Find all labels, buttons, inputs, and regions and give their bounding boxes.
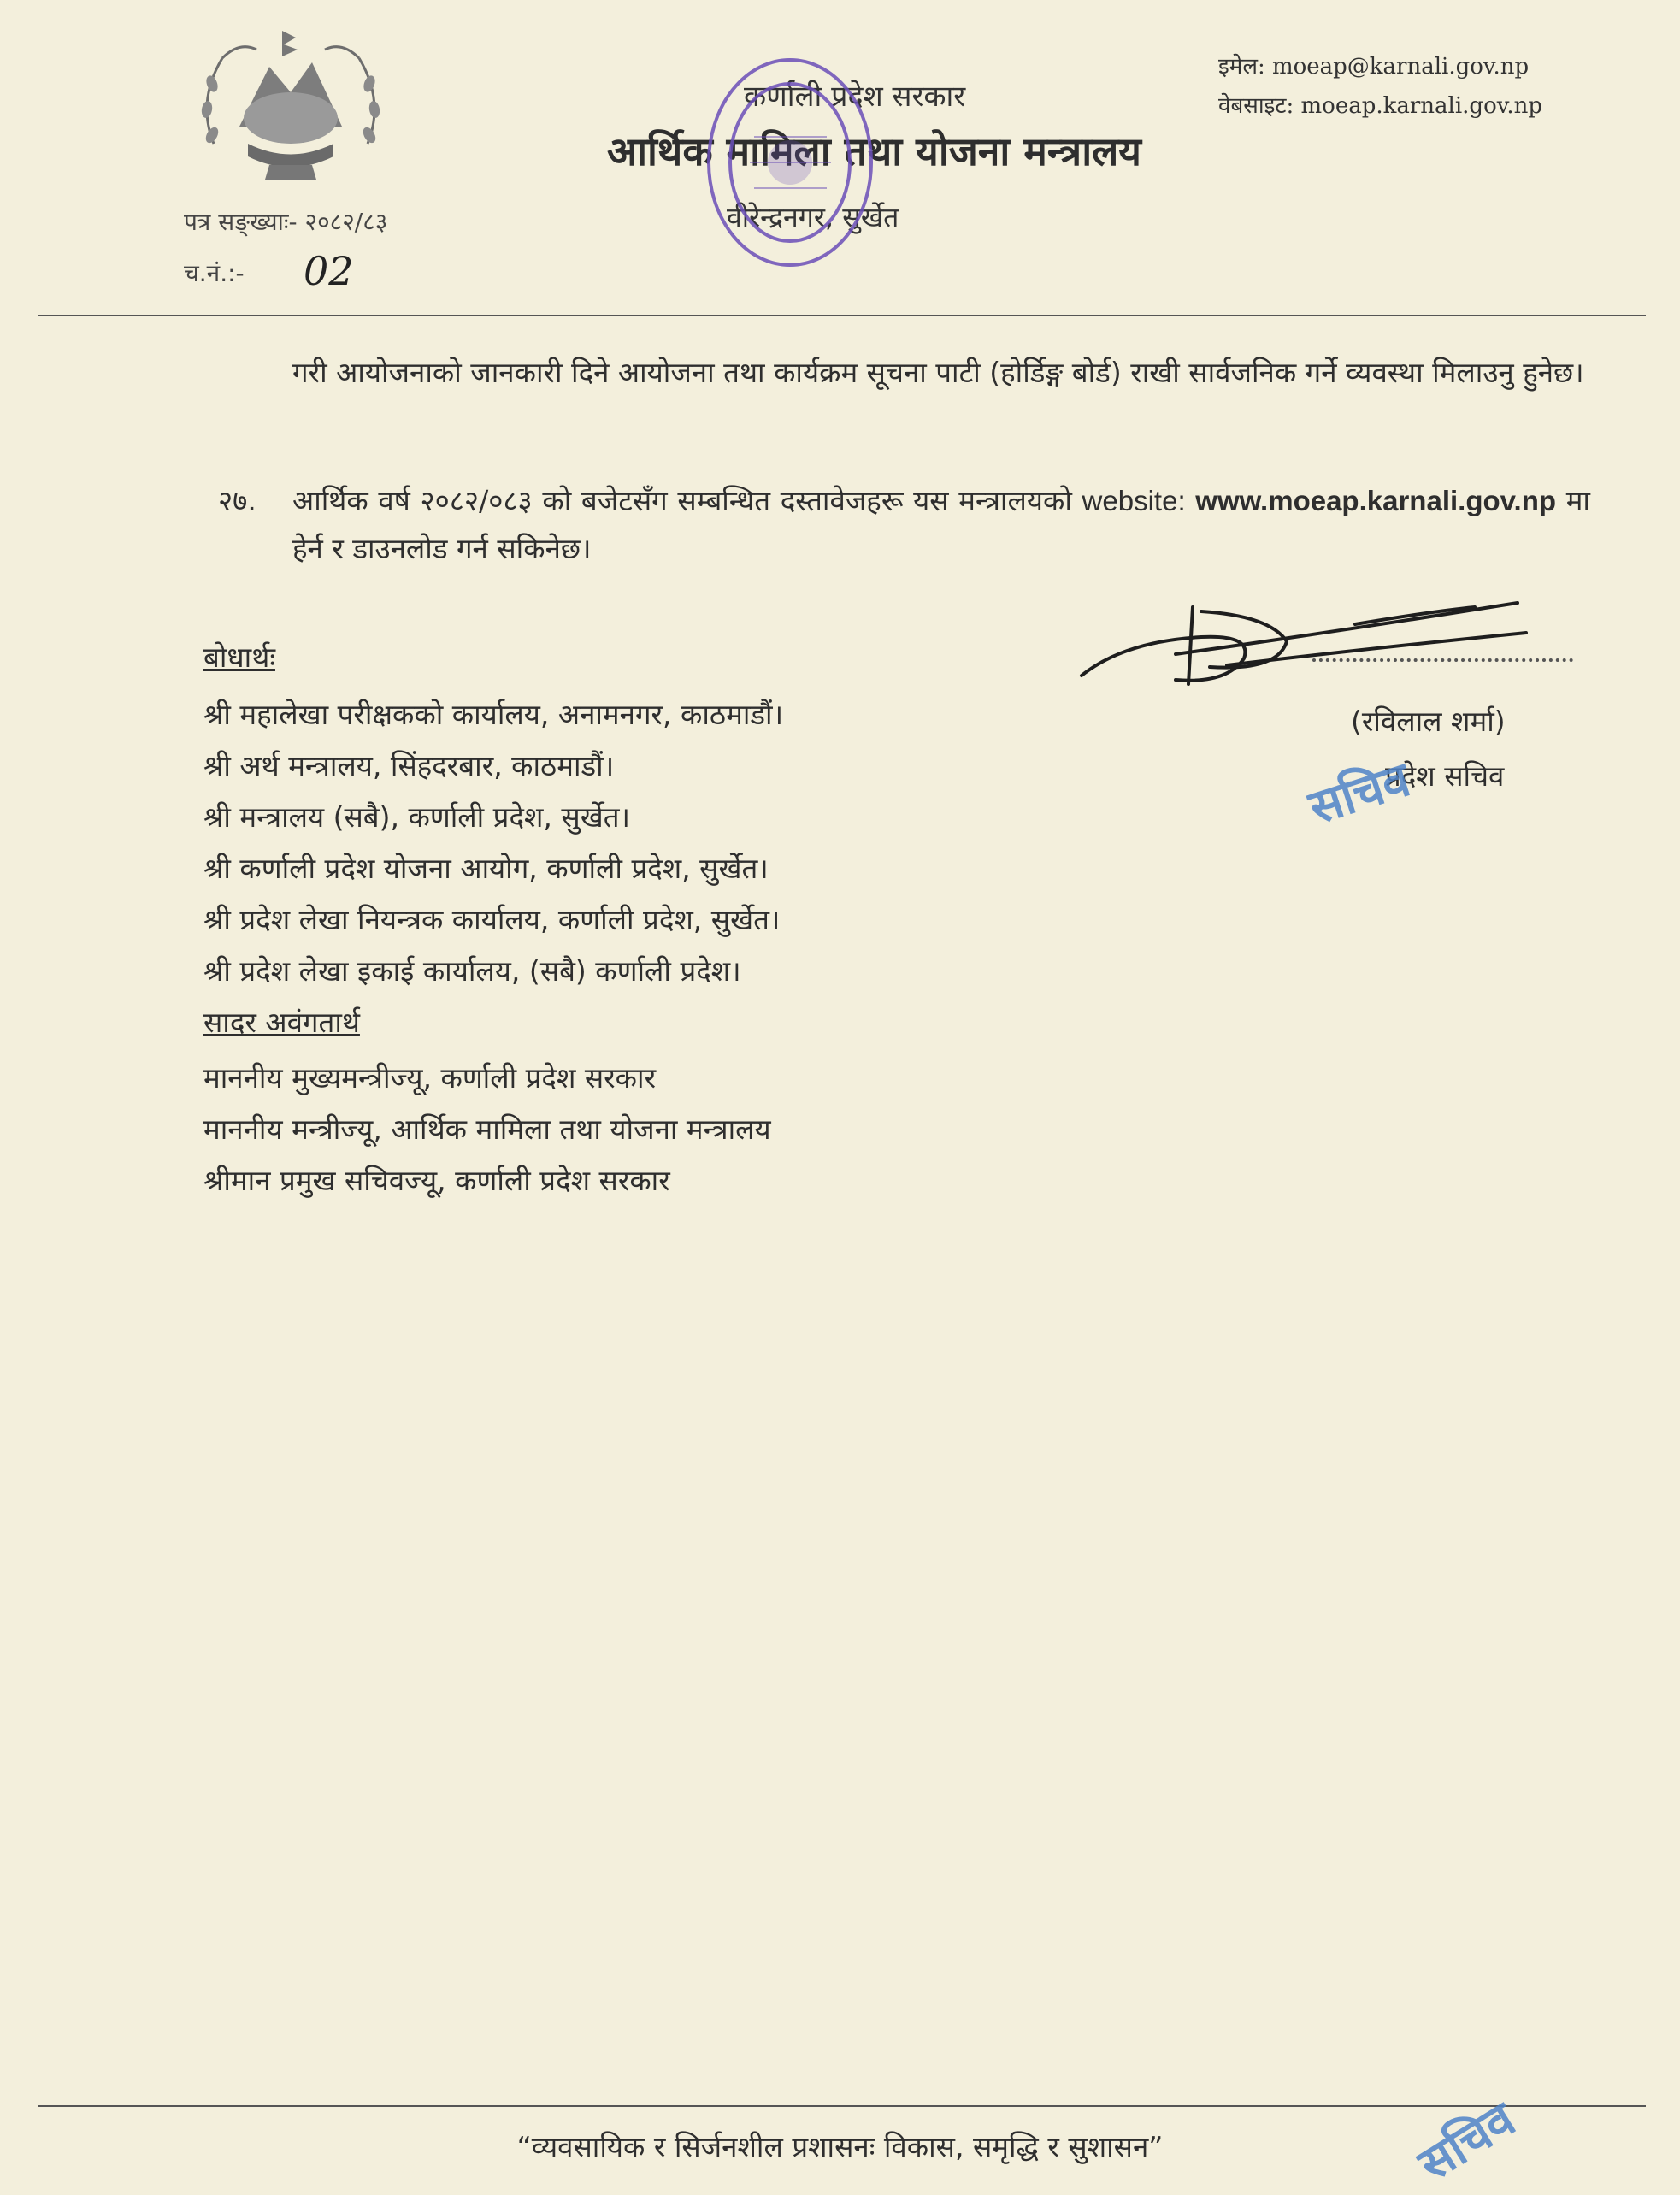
list-item: श्री प्रदेश लेखा नियन्त्रक कार्यालय, कर्णाली प्रदेश, सुर्खेत। (203, 903, 781, 936)
item-27-text (292, 477, 1590, 573)
signature-icon (1073, 590, 1535, 701)
list-item: श्री मन्त्रालय (सबै), कर्णाली प्रदेश, सुर्खेत। (203, 800, 631, 834)
dispatch-number-label: च.नं.:- (184, 259, 245, 287)
footer-divider (38, 2105, 1646, 2107)
list-item: श्री महालेखा परीक्षकको कार्यालय, अनामनगर, काठमाडौं। (203, 698, 784, 731)
contact-website: वेबसाइट: moeap.karnali.gov.np (1218, 93, 1542, 119)
list-item: श्री प्रदेश लेखा इकाई कार्यालय, (सबै) कर्णाली प्रदेश। (203, 954, 741, 988)
footer-secretary-stamp: सचिव (1409, 2092, 1525, 2193)
list-item: माननीय मुख्यमन्त्रीज्यू, कर्णाली प्रदेश सरकार (203, 1061, 657, 1095)
secretary-stamp: सचिव (1302, 752, 1417, 836)
footer-motto: “व्यवसायिक र सिर्जनशील प्रशासनः विकास, समृद्धि र सुशासन” (516, 2130, 1164, 2163)
signatory-name: (रविलाल शर्मा) (1351, 705, 1506, 738)
ministry-address: वीरेन्द्रनगर, सुर्खेत (727, 201, 899, 233)
item-27-text-after: मा हेर्न र डाउनलोड गर्न सकिनेछ। (292, 484, 1590, 565)
list-item: श्रीमान प्रमुख सचिवज्यू, कर्णाली प्रदेश सरकार (203, 1164, 670, 1197)
dispatch-number-value: 02 (304, 248, 354, 294)
sadar-heading: सादर अवंगतार्थ (203, 1006, 360, 1039)
item-27-website-word: website: (1082, 485, 1186, 516)
website-link[interactable]: www.moeap.karnali.gov.np (1195, 485, 1557, 516)
ministry-name: आर्थिक मामिला तथा योजना मन्त्रालय (607, 128, 1141, 174)
nepal-emblem-icon (188, 15, 393, 186)
list-item: माननीय मन्त्रीज्यू, आर्थिक मामिला तथा योजना मन्त्रालय (203, 1112, 771, 1146)
item-27-text-before: आर्थिक वर्ष २०८२/०८३ को बजेटसँग सम्बन्धित दस्तावेजहरू यस मन्त्रालयको (292, 484, 1082, 517)
signature-line (1312, 658, 1573, 662)
header-divider (38, 315, 1646, 316)
office-seal-icon (703, 51, 878, 278)
bodhartha-heading: बोधार्थः (203, 640, 275, 674)
letter-number: पत्र सङ्ख्याः- २०८२/८३ (184, 208, 388, 236)
item-27-number: २७. (218, 484, 256, 517)
signatory-title: प्रदेश सचिव (1385, 759, 1505, 793)
contact-email: इमेल: moeap@karnali.gov.np (1218, 54, 1530, 80)
list-item: श्री अर्थ मन्त्रालय, सिंहदरबार, काठमाडौं। (203, 749, 615, 782)
paragraph-continued: गरी आयोजनाको जानकारी दिने आयोजना तथा कार्यक्रम सूचना पाटी (होर्डिङ्ग बोर्ड) राखी सार्वजनिक गर्ने व्यवस्था मिलाउनु हुनेछ। (292, 356, 1584, 389)
government-name: कर्णाली प्रदेश सरकार (744, 80, 966, 114)
list-item: श्री कर्णाली प्रदेश योजना आयोग, कर्णाली प्रदेश, सुर्खेत। (203, 852, 769, 885)
